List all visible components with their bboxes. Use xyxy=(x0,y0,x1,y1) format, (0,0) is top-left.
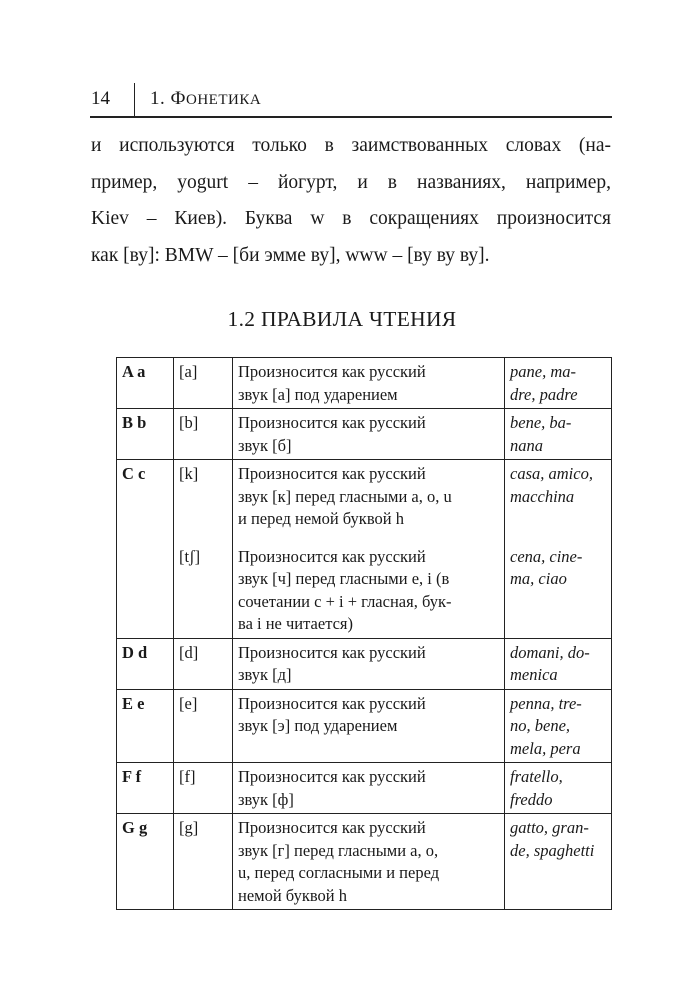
letter-cell: C c xyxy=(117,460,174,639)
letter-cell: A a xyxy=(117,358,174,409)
body-paragraph xyxy=(91,128,611,274)
description-line: звук [к] перед гласными a, o, u xyxy=(238,486,452,506)
sound-cell: [e] xyxy=(174,689,233,763)
examples-cell xyxy=(505,358,612,409)
sound-cell: [b] xyxy=(174,409,233,460)
description-line: звук [э] под ударением xyxy=(238,716,398,735)
example-line: cena, cine- xyxy=(510,546,583,566)
example-line: nana xyxy=(510,435,543,455)
example-line: bene, ba- xyxy=(510,413,572,432)
spacer xyxy=(179,486,227,509)
description-line: ва i не читается) xyxy=(238,614,354,633)
example-line: dre, padre xyxy=(510,384,578,404)
spacer xyxy=(179,531,227,546)
description-line: звук [ф] xyxy=(238,789,294,809)
sound-cell xyxy=(174,460,233,639)
sound-symbol: [k] xyxy=(179,464,199,483)
description-cell xyxy=(233,689,505,763)
example-line: fratello, xyxy=(510,767,563,786)
examples-cell xyxy=(505,814,612,910)
description-line: Произносится как русский xyxy=(238,413,426,432)
examples-cell xyxy=(505,638,612,689)
table-row-e xyxy=(117,689,612,763)
chapter-title-rest: ОНЕТИКА xyxy=(186,92,262,108)
example-line: pane, ma- xyxy=(510,362,576,381)
table-row-b xyxy=(117,409,612,460)
spacer xyxy=(510,531,606,546)
description-cell xyxy=(233,460,505,639)
sound-cell: [a] xyxy=(174,358,233,409)
letter-cell: E e xyxy=(117,689,174,763)
description-line: и перед немой буквой h xyxy=(238,509,404,528)
description-line: звук [б] xyxy=(238,435,292,455)
paragraph-line: Kiev – Киев). Буква w в сокращениях произносится xyxy=(91,208,611,229)
examples-cell xyxy=(505,689,612,763)
table-row-c xyxy=(117,460,612,639)
example-line: menica xyxy=(510,665,558,684)
paragraph-line: и используются только в заимствованных словах (на- xyxy=(91,135,611,156)
example-line: penna, tre- xyxy=(510,693,582,713)
paragraph-line: пример, yogurt – йогурт, и в названиях, например, xyxy=(91,171,611,193)
examples-cell xyxy=(505,460,612,639)
description-line: сочетании c + i + гласная, бук- xyxy=(238,591,452,611)
paragraph-line: как [ву]: BMW – [би эмме ву], www – [ву ву ву]. xyxy=(91,244,490,266)
description-line: немой буквой h xyxy=(238,885,347,905)
letter-cell: G g xyxy=(117,814,174,910)
description-cell xyxy=(233,409,505,460)
description-line: Произносится как русский xyxy=(238,693,426,713)
description-line: Произносится как русский xyxy=(238,362,426,381)
chapter-title xyxy=(150,88,261,110)
description-cell xyxy=(233,763,505,814)
description-line: звук [ч] перед гласными e, i (в xyxy=(238,569,450,588)
description-line: звук [д] xyxy=(238,665,292,684)
example-line: ma, ciao xyxy=(510,569,567,588)
table-row-a xyxy=(117,358,612,409)
spacer xyxy=(179,508,227,531)
chapter-title-num: 1. Ф xyxy=(150,88,187,109)
description-line: Произносится как русский xyxy=(238,464,426,483)
spacer xyxy=(238,531,499,546)
header-rule xyxy=(90,116,612,118)
description-line: звук [г] перед гласными a, o, xyxy=(238,840,439,860)
example-line: macchina xyxy=(510,486,575,506)
description-line: звук [а] под ударением xyxy=(238,384,398,404)
spacer xyxy=(510,508,606,531)
sound-symbol: [tʃ] xyxy=(179,546,201,566)
reading-rules-table xyxy=(116,357,612,910)
example-line: no, bene, xyxy=(510,716,571,735)
example-line: domani, do- xyxy=(510,642,590,662)
table-row-f xyxy=(117,763,612,814)
table-row-d xyxy=(117,638,612,689)
letter-cell: B b xyxy=(117,409,174,460)
table-row-g xyxy=(117,814,612,910)
letter-cell: D d xyxy=(117,638,174,689)
example-line: casa, amico, xyxy=(510,464,593,483)
letter-cell: F f xyxy=(117,763,174,814)
section-heading: 1.2 ПРАВИЛА ЧТЕНИЯ xyxy=(227,307,457,331)
page-number: 14 xyxy=(91,88,110,109)
header-divider xyxy=(134,83,135,116)
description-cell xyxy=(233,358,505,409)
description-cell xyxy=(233,814,505,910)
description-cell xyxy=(233,638,505,689)
sound-cell: [d] xyxy=(174,638,233,689)
example-line: de, spaghetti xyxy=(510,840,595,860)
example-line: mela, pera xyxy=(510,738,581,758)
examples-cell xyxy=(505,763,612,814)
description-line: Произносится как русский xyxy=(238,767,426,786)
example-line: freddo xyxy=(510,789,553,809)
sound-cell: [g] xyxy=(174,814,233,910)
sound-cell: [f] xyxy=(174,763,233,814)
examples-cell xyxy=(505,409,612,460)
example-line: gatto, gran- xyxy=(510,818,589,837)
description-line: u, перед согласными и перед xyxy=(238,863,440,882)
description-line: Произносится как русский xyxy=(238,818,426,837)
description-line: Произносится как русский xyxy=(238,546,426,566)
description-line: Произносится как русский xyxy=(238,642,426,662)
running-header xyxy=(90,80,612,118)
